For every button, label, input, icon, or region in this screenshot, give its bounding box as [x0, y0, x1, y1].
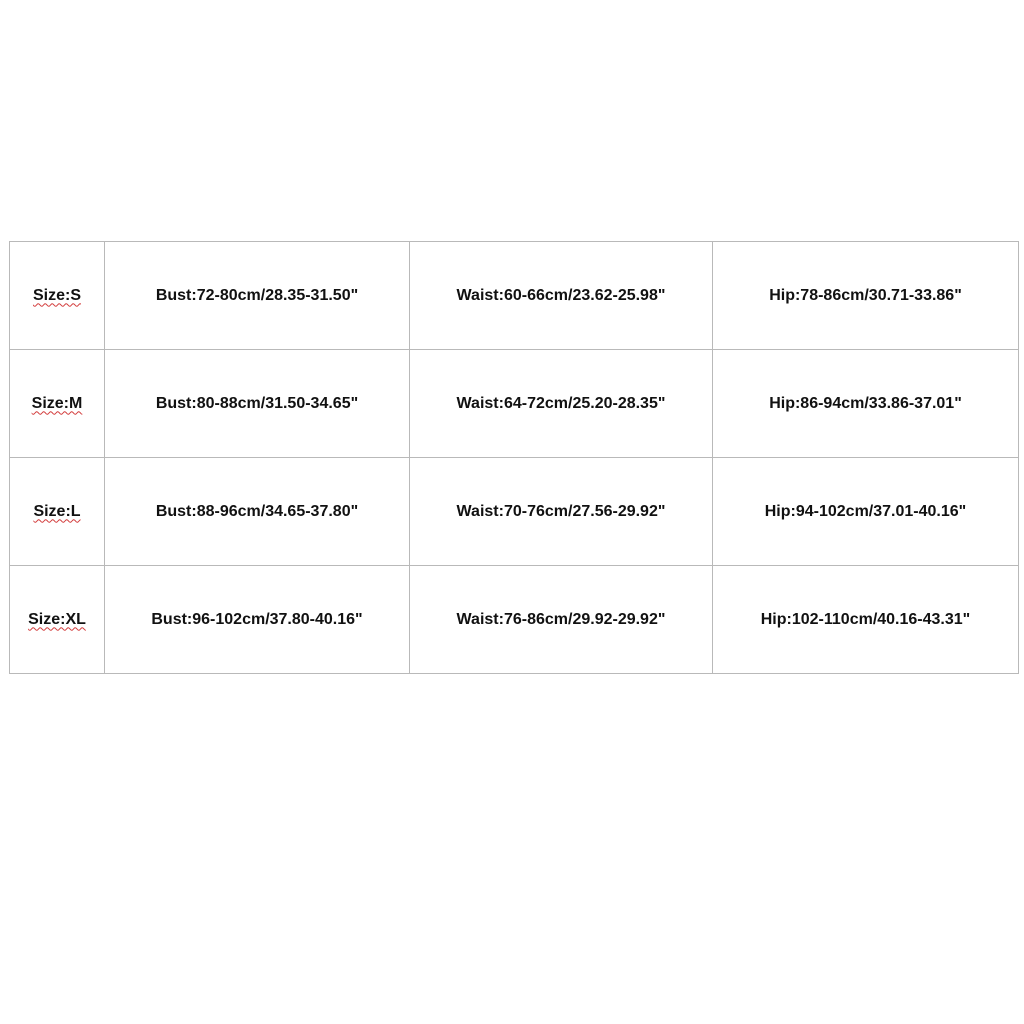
size-label: Size:M: [31, 394, 83, 412]
waist-cell: Waist:70-76cm/27.56-29.92": [410, 458, 713, 566]
waist-cell: Waist:60-66cm/23.62-25.98": [410, 242, 713, 350]
size-label: Size:XL: [28, 610, 86, 628]
size-label: Size:S: [32, 286, 81, 304]
size-cell: [10, 350, 105, 458]
bust-cell: Bust:88-96cm/34.65-37.80": [105, 458, 410, 566]
size-chart-table: [9, 241, 1019, 674]
hip-cell: Hip:78-86cm/30.71-33.86": [713, 242, 1019, 350]
hip-cell: Hip:102-110cm/40.16-43.31": [713, 566, 1019, 674]
size-cell: [10, 566, 105, 674]
size-row-m: [10, 350, 1019, 458]
size-cell: [10, 242, 105, 350]
hip-cell: Hip:86-94cm/33.86-37.01": [713, 350, 1019, 458]
size-row-xl: [10, 566, 1019, 674]
size-row-s: [10, 242, 1019, 350]
size-cell: [10, 458, 105, 566]
waist-cell: Waist:64-72cm/25.20-28.35": [410, 350, 713, 458]
bust-cell: Bust:72-80cm/28.35-31.50": [105, 242, 410, 350]
hip-cell: Hip:94-102cm/37.01-40.16": [713, 458, 1019, 566]
size-label: Size:L: [33, 502, 81, 520]
size-row-l: [10, 458, 1019, 566]
bust-cell: Bust:80-88cm/31.50-34.65": [105, 350, 410, 458]
waist-cell: Waist:76-86cm/29.92-29.92": [410, 566, 713, 674]
bust-cell: Bust:96-102cm/37.80-40.16": [105, 566, 410, 674]
